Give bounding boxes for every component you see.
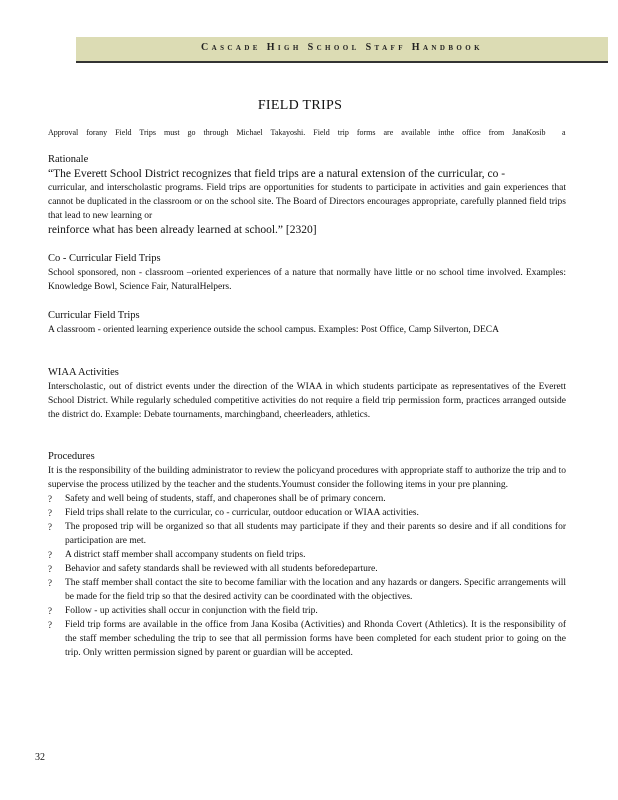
list-item-text: The proposed trip will be organized so that all students may participate if they and their parents so desire and if all conditions for participation are met. — [65, 522, 566, 546]
list-item-text: Follow - up activities shall occur in conjunction with the field trip. — [65, 606, 318, 616]
list-item — [48, 492, 566, 506]
list-item — [48, 506, 566, 520]
page-number: 32 — [35, 752, 45, 763]
list-item-text: Field trips shall relate to the curricular, co - curricular, outdoor education or WIAA activities. — [65, 508, 419, 518]
bullet-mark: ? — [48, 508, 52, 518]
bullet-mark: ? — [48, 564, 52, 574]
wiaa-section — [48, 366, 566, 422]
bullet-mark: ? — [48, 494, 52, 504]
co-curricular-body: School sponsored, non - classroom –oriented experiences of a nature that normally have little or no school time involved. Examples: Knowledge Bowl, Science Fair, NaturalHelpers. — [48, 268, 566, 292]
list-item-text: The staff member shall contact the site to become familiar with the location and any hazards or dangers. Specific arrangements will be made for the field trip so that the desired activity can be coordinated with the objectives. — [65, 578, 566, 602]
rationale-section — [48, 153, 566, 237]
rationale-quote-open: “The Everett School District recognizes that field trips are a natural extension of the curricular, co - — [48, 168, 506, 180]
procedures-intro: It is the responsibility of the building administrator to review the policyand procedures with appropriate staff to authorize the trip and to supervise the process utilized by the teacher and the students.Youmust consider the following items in your pre planning. — [48, 466, 566, 490]
list-item — [48, 520, 566, 548]
procedures-heading: Procedures — [48, 451, 95, 462]
wiaa-heading: WIAA Activities — [48, 367, 119, 378]
list-item — [48, 618, 566, 660]
rationale-quote-close: reinforce what has been already learned at school.” [2320] — [48, 224, 317, 236]
bullet-mark: ? — [48, 550, 52, 560]
page-title: FIELD TRIPS — [257, 98, 343, 113]
list-item — [48, 576, 566, 604]
bullet-mark: ? — [48, 522, 52, 532]
rationale-body: curricular, and interscholastic programs. Field trips are opportunities for students to participate in activities and gain experiences that cannot be duplicated in the classroom or on the school site. The Board of Directors encourages appropriate, carefully planned field trips that lead to new learning or — [48, 183, 566, 221]
list-item — [48, 604, 566, 618]
list-item — [48, 562, 566, 576]
approval-trailing: a — [562, 128, 566, 137]
bullet-mark: ? — [48, 620, 52, 630]
bullet-mark: ? — [48, 606, 52, 616]
list-item-text: A district staff member shall accompany students on field trips. — [65, 550, 306, 560]
co-curricular-heading: Co - Curricular Field Trips — [48, 253, 161, 264]
list-item-text: Behavior and safety standards shall be reviewed with all students beforedeparture. — [65, 564, 378, 574]
co-curricular-section — [48, 252, 566, 294]
list-item — [48, 548, 566, 562]
procedures-section — [48, 450, 566, 660]
handbook-title: Cascade High School Staff Handbook — [201, 42, 483, 53]
procedures-list — [48, 492, 566, 660]
approval-text: Approval forany Field Trips must go through Michael Takayoshi. Field trip forms are available inthe office from JanaKosib — [48, 128, 546, 137]
rationale-heading: Rationale — [48, 154, 89, 165]
list-item-text: Safety and well being of students, staff, and chaperones shall be of primary concern. — [65, 494, 386, 504]
curricular-body: A classroom - oriented learning experience outside the school campus. Examples: Post Office, Camp Silverton, DECA — [48, 325, 499, 335]
curricular-section — [48, 309, 566, 337]
approval-line — [48, 128, 568, 137]
bullet-mark: ? — [48, 578, 52, 588]
handbook-header — [76, 37, 608, 63]
curricular-heading: Curricular Field Trips — [48, 310, 140, 321]
list-item-text: Field trip forms are available in the office from Jana Kosiba (Activities) and Rhonda Covert (Athletics). It is the responsibility of the staff member scheduling the trip to see that all permission forms have been completed for each student prior to going on the trip. Only written permission signed by parent or guardian will be accepted. — [65, 620, 566, 658]
wiaa-body: Interscholastic, out of district events under the direction of the WIAA in which students participate as representatives of the Everett School District. While regularly scheduled competitive activities do not require a field trip permission form, practices arranged outside the district do. Example: Debate tournaments, marchingband, cheerleaders, athletics. — [48, 382, 566, 420]
